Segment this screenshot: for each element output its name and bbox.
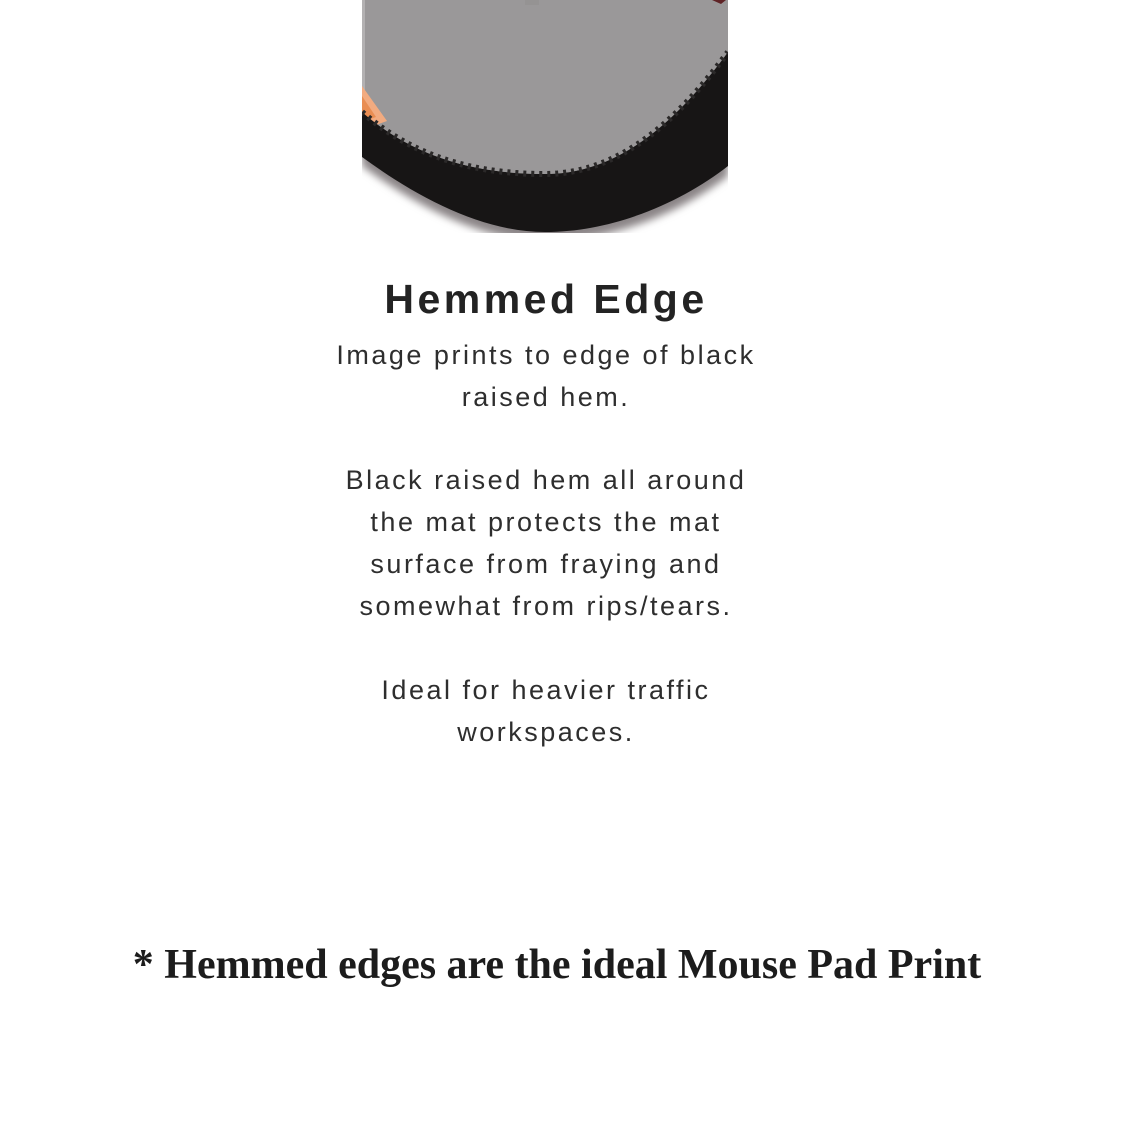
paragraph-line: raised hem. [461, 382, 631, 412]
mouse-pad-hemmed-edge-image [362, 0, 728, 233]
feature-paragraph [0, 669, 1092, 753]
paragraph-line: Black raised hem all around [345, 465, 747, 495]
feature-copy [0, 276, 1092, 753]
surface-smudge [525, 0, 539, 5]
paragraph-line: somewhat from rips/tears. [359, 591, 733, 621]
paragraph-line: Ideal for heavier traffic [381, 675, 711, 705]
paragraph-line: workspaces. [457, 717, 635, 747]
paragraph-line: Image prints to edge of black [336, 340, 756, 370]
feature-title: Hemmed Edge [384, 276, 708, 322]
feature-paragraph [0, 334, 1092, 418]
feature-paragraph [0, 459, 1092, 627]
paragraph-line: the mat protects the mat [370, 507, 722, 537]
footnote: * Hemmed edges are the ideal Mouse Pad Print [132, 942, 982, 988]
product-photo [362, 0, 728, 233]
paragraph-line: surface from fraying and [370, 549, 722, 579]
